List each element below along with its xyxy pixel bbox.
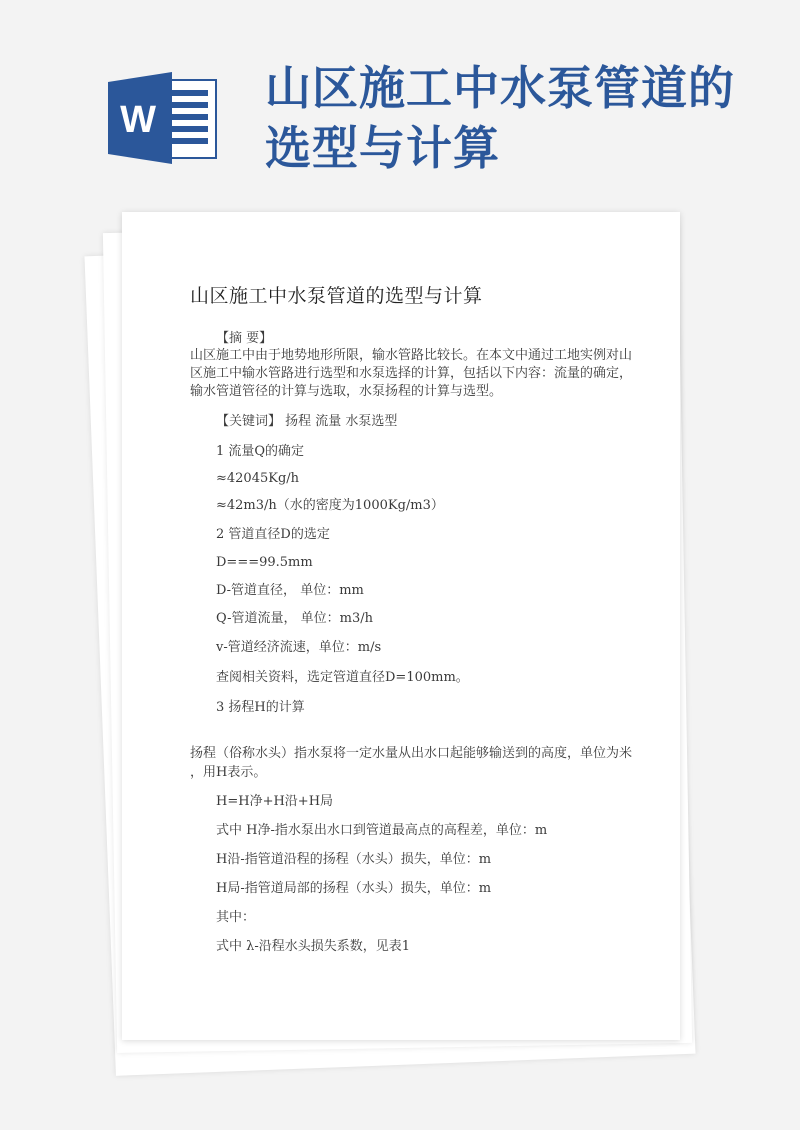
- body-line: D-管道直径， 单位：mm: [216, 583, 364, 598]
- word-icon-letter: W: [120, 99, 156, 141]
- body-line: 2 管道直径D的选定: [216, 527, 330, 542]
- body-line: D===99.5mm: [216, 555, 313, 570]
- body-line: ≈42m3/h（水的密度为1000Kg/m3）: [216, 498, 444, 513]
- body-line: 查阅相关资料，选定管道直径D=100mm。: [216, 670, 469, 685]
- body-line: v-管道经济流速，单位：m/s: [216, 640, 382, 655]
- formula-line: H沿-指管道沿程的扬程（水头）损失，单位：m: [216, 852, 492, 867]
- abstract-heading: 【摘 要】: [216, 331, 273, 346]
- formula-line: 式中 H净-指水泵出水口到管道最高点的高程差，单位：m: [216, 823, 548, 838]
- formula-line: 式中 λ-沿程水头损失系数，见表1: [216, 939, 411, 954]
- formula-line: H局-指管道局部的扬程（水头）损失，单位：m: [216, 881, 492, 896]
- abstract-line: 区施工中输水管路进行选型和水泵选择的计算，包括以下内容：流量的确定，: [190, 366, 633, 381]
- formula-line: 其中：: [216, 910, 256, 925]
- body-line: 3 扬程H的计算: [216, 700, 305, 715]
- head-line: ，用H表示。: [190, 765, 267, 780]
- body-line: ≈42045Kg/h: [216, 471, 300, 486]
- document-title: 山区施工中水泵管道的选型与计算: [190, 285, 483, 307]
- body-line: Q-管道流量， 单位：m3/h: [216, 611, 374, 626]
- head-line: 扬程（俗称水头）指水泵将一定水量从出水口起能够输送到的高度，单位为米: [190, 746, 633, 761]
- abstract-line: 输水管道管径的计算与选取，水泵扬程的计算与选型。: [190, 384, 503, 399]
- body-line: 1 流量Q的确定: [216, 444, 305, 459]
- keywords: 【关键词】 扬程 流量 水泵选型: [216, 414, 398, 429]
- abstract-line: 山区施工中由于地势地形所限，输水管路比较长。在本文中通过工地实例对山: [190, 348, 633, 363]
- header-title-line2: 选型与计算: [265, 121, 500, 175]
- formula-line: H=H净+H沿+H局: [216, 794, 334, 809]
- header-title-line1: 山区施工中水泵管道的: [265, 61, 735, 115]
